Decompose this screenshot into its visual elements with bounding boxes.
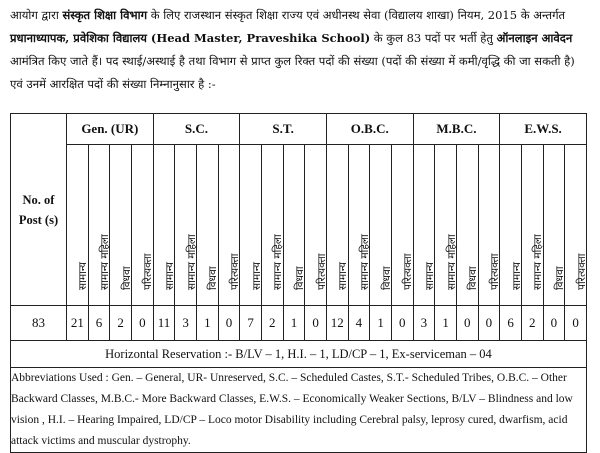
subheader-label: परित्यक्ता [228, 253, 241, 290]
subheader-label: विधवा [553, 266, 566, 290]
subheader-label: विधवा [293, 266, 306, 290]
subheader-cell [478, 145, 500, 306]
group-header: O.B.C. [326, 114, 413, 145]
abbreviations-note: Abbreviations Used : Gen. – General, UR- Unreserved, S.C. – Scheduled Castes, S.T.- Scheduled Tribes, O.B.C. – Other Backward Classes, M.B.C.- More Backward Classes, E.W.S. – Economically Weaker Sections, B/LV – Blindness and low vision , H.I. – Hearing Impaired, LD/CP – Loco motor Disability including Cerebral palsy, leprosy cured, dwarfism, acid attack victims and muscular dystrophy. [11, 368, 587, 453]
value-cell: 0 [218, 306, 240, 341]
subheader-cell [391, 145, 413, 306]
value-cell: 4 [348, 306, 370, 341]
subheader-label: सामान्य [337, 261, 350, 290]
subheader-cell [413, 145, 435, 306]
abbreviations-row [11, 368, 587, 453]
subheader-cell [326, 145, 348, 306]
subheader-label: विधवा [467, 266, 480, 290]
subheader-cell [196, 145, 218, 306]
subheader-cell [110, 145, 132, 306]
subheader-cell [543, 145, 565, 306]
intro-text-3: के कुल 83 पदों पर भर्ती हेतु [370, 31, 497, 45]
value-cell: 21 [67, 306, 89, 341]
value-cell: 7 [240, 306, 262, 341]
value-cell: 0 [391, 306, 413, 341]
subheader-label: सामान्य महिला [532, 234, 545, 290]
subheader-label: विधवा [207, 266, 220, 290]
subheader-label: परित्यक्ता [575, 253, 588, 290]
value-cell: 3 [175, 306, 197, 341]
subheader-label: सामान्य महिला [185, 234, 198, 290]
subheader-label: सामान्य महिला [272, 234, 285, 290]
subheader-cell [88, 145, 110, 306]
value-cell: 1 [283, 306, 305, 341]
subheader-cell [175, 145, 197, 306]
department-name: संस्कृत शिक्षा विभाग [62, 8, 148, 22]
post-count-header: No. of Post (s) [11, 114, 67, 306]
value-cell: 12 [326, 306, 348, 341]
subheader-cell [67, 145, 89, 306]
value-cell: 6 [88, 306, 110, 341]
subheader-cell [153, 145, 175, 306]
subheader-cell [218, 145, 240, 306]
subheader-label: सामान्य [423, 261, 436, 290]
value-cell: 0 [131, 306, 153, 341]
subheader-label: परित्यक्ता [142, 253, 155, 290]
value-cell: 2 [261, 306, 283, 341]
value-cell: 2 [521, 306, 543, 341]
value-cell: 0 [478, 306, 500, 341]
subheader-cell [435, 145, 457, 306]
value-cell: 3 [413, 306, 435, 341]
subheader-label: सामान्य [510, 261, 523, 290]
value-cell: 0 [543, 306, 565, 341]
intro-paragraph [10, 4, 590, 96]
subheader-cell [283, 145, 305, 306]
subheader-label: परित्यक्ता [315, 253, 328, 290]
value-cell: 1 [435, 306, 457, 341]
post-name: प्रधानाध्यापक, प्रवेशिका विद्यालय (Head Master, Praveshika School) [10, 31, 371, 45]
intro-text-1: आयोग द्वारा [10, 8, 63, 22]
group-header: Gen. (UR) [67, 114, 154, 145]
subheader-label: विधवा [120, 266, 133, 290]
intro-text-4: आमंत्रित किए जाते हैं। पद स्थाई/अस्थाई है तथा विभाग से प्राप्त कुल रिक्त पदों की संख्या (पदों की संख्या में कमी/वृद्धि की जा सकती है) एवं उनमें आरक्षित पदों की संख्या निम्नानुसार है :- [10, 54, 575, 91]
online-application: ऑनलाइन आवेदन [496, 31, 573, 45]
subheader-cell [261, 145, 283, 306]
subheader-cell [348, 145, 370, 306]
value-cell: 0 [305, 306, 327, 341]
subheader-label: सामान्य [250, 261, 263, 290]
value-cell: 1 [370, 306, 392, 341]
value-cell: 0 [456, 306, 478, 341]
subheader-label: सामान्य महिला [445, 234, 458, 290]
value-cell: 11 [153, 306, 175, 341]
subheader-cell [370, 145, 392, 306]
subheader-label: सामान्य महिला [98, 234, 111, 290]
subheader-label: सामान्य [77, 261, 90, 290]
subheader-row [11, 145, 587, 306]
subheader-label: विधवा [380, 266, 393, 290]
subheader-cell [456, 145, 478, 306]
subheader-label: परित्यक्ता [488, 253, 501, 290]
subheader-cell [131, 145, 153, 306]
subheader-cell [305, 145, 327, 306]
subheader-label: सामान्य महिला [358, 234, 371, 290]
posts-table [10, 113, 587, 453]
subheader-cell [521, 145, 543, 306]
group-header: E.W.S. [500, 114, 587, 145]
subheader-cell [500, 145, 522, 306]
value-cell: 6 [500, 306, 522, 341]
values-row [11, 306, 587, 341]
subheader-cell [240, 145, 262, 306]
total-posts-cell: 83 [11, 306, 67, 341]
group-header: M.B.C. [413, 114, 500, 145]
subheader-label: परित्यक्ता [402, 253, 415, 290]
group-header: S.C. [153, 114, 240, 145]
group-header-row [11, 114, 587, 145]
horizontal-reservation-row [11, 341, 587, 368]
subheader-cell [565, 145, 587, 306]
value-cell: 0 [565, 306, 587, 341]
group-header: S.T. [240, 114, 327, 145]
value-cell: 2 [110, 306, 132, 341]
horizontal-reservation: Horizontal Reservation :- B/LV – 1, H.I. – 1, LD/CP – 1, Ex-serviceman – 04 [11, 341, 587, 368]
intro-text-2: के लिए राजस्थान संस्कृत शिक्षा राज्य एवं अधीनस्थ सेवा (विद्यालय शाखा) नियम, 2015 के अन्तर्गत [147, 8, 566, 22]
value-cell: 1 [196, 306, 218, 341]
subheader-label: सामान्य [164, 261, 176, 290]
